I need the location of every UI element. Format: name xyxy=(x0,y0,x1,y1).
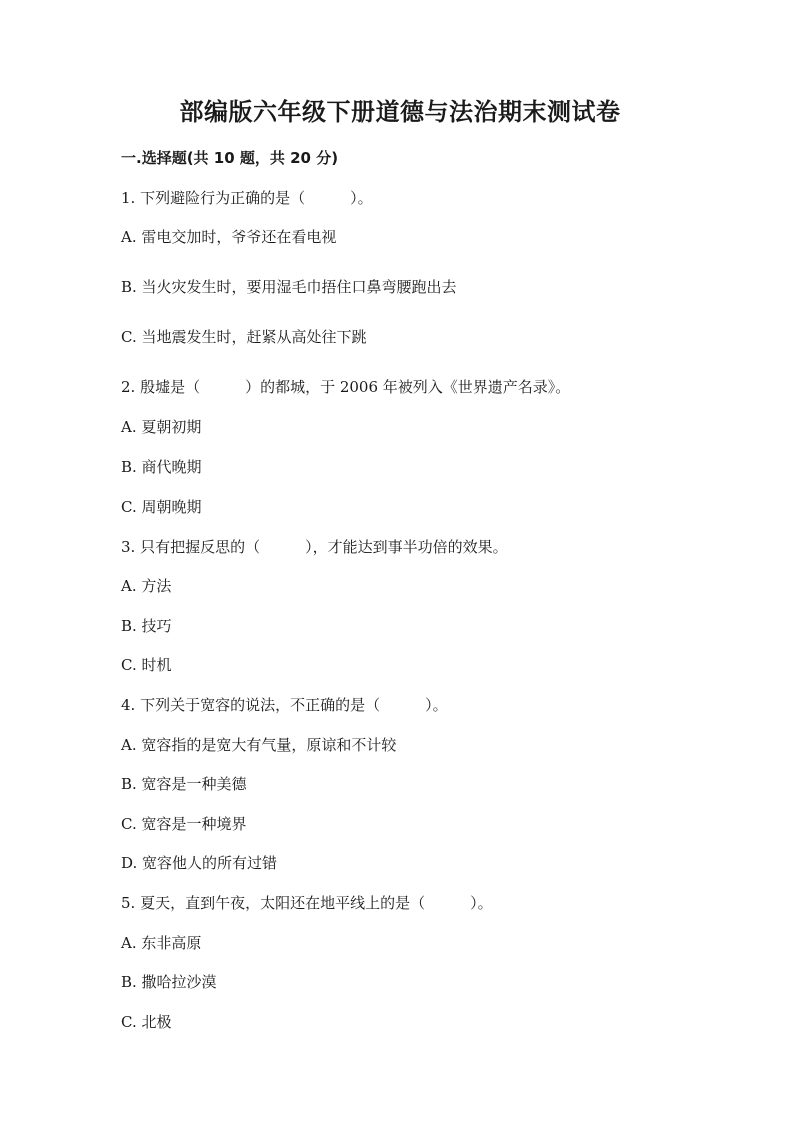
question-4-option-b: B. 宽容是一种美德 xyxy=(121,775,247,793)
question-5-stem: 5. 夏天，直到午夜，太阳还在地平线上的是（ ）。 xyxy=(121,894,493,912)
question-4-option-a: A. 宽容指的是宽大有气量，原谅和不计较 xyxy=(121,736,397,754)
question-3-option-c: C. 时机 xyxy=(121,656,172,674)
question-2-option-a: A. 夏朝初期 xyxy=(121,418,202,436)
question-1-stem: 1. 下列避险行为正确的是（ ）。 xyxy=(121,189,373,207)
question-1-option-a: A. 雷电交加时，爷爷还在看电视 xyxy=(121,228,337,246)
question-4-option-c: C. 宽容是一种境界 xyxy=(121,815,247,833)
section-heading: 一.选择题(共 10 题，共 20 分) xyxy=(121,149,339,167)
question-2-option-c: C. 周朝晚期 xyxy=(121,498,202,516)
question-5-option-a: A. 东非高原 xyxy=(121,934,202,952)
question-4-option-d: D. 宽容他人的所有过错 xyxy=(121,854,278,872)
question-3-option-a: A. 方法 xyxy=(121,577,172,595)
question-5-option-c: C. 北极 xyxy=(121,1013,172,1031)
question-1-option-c: C. 当地震发生时，赶紧从高处往下跳 xyxy=(121,328,367,346)
question-3-stem: 3. 只有把握反思的（ ），才能达到事半功倍的效果。 xyxy=(121,538,508,556)
question-2-option-b: B. 商代晚期 xyxy=(121,458,202,476)
question-4-stem: 4. 下列关于宽容的说法，不正确的是（ ）。 xyxy=(121,696,448,714)
question-5-option-b: B. 撒哈拉沙漠 xyxy=(121,973,217,991)
page-title: 部编版六年级下册道德与法治期末测试卷 xyxy=(179,98,621,126)
question-3-option-b: B. 技巧 xyxy=(121,617,172,635)
question-1-option-b: B. 当火灾发生时，要用湿毛巾捂住口鼻弯腰跑出去 xyxy=(121,278,457,296)
question-2-stem: 2. 殷墟是（ ）的都城，于 2006 年被列入《世界遗产名录》。 xyxy=(121,378,571,396)
